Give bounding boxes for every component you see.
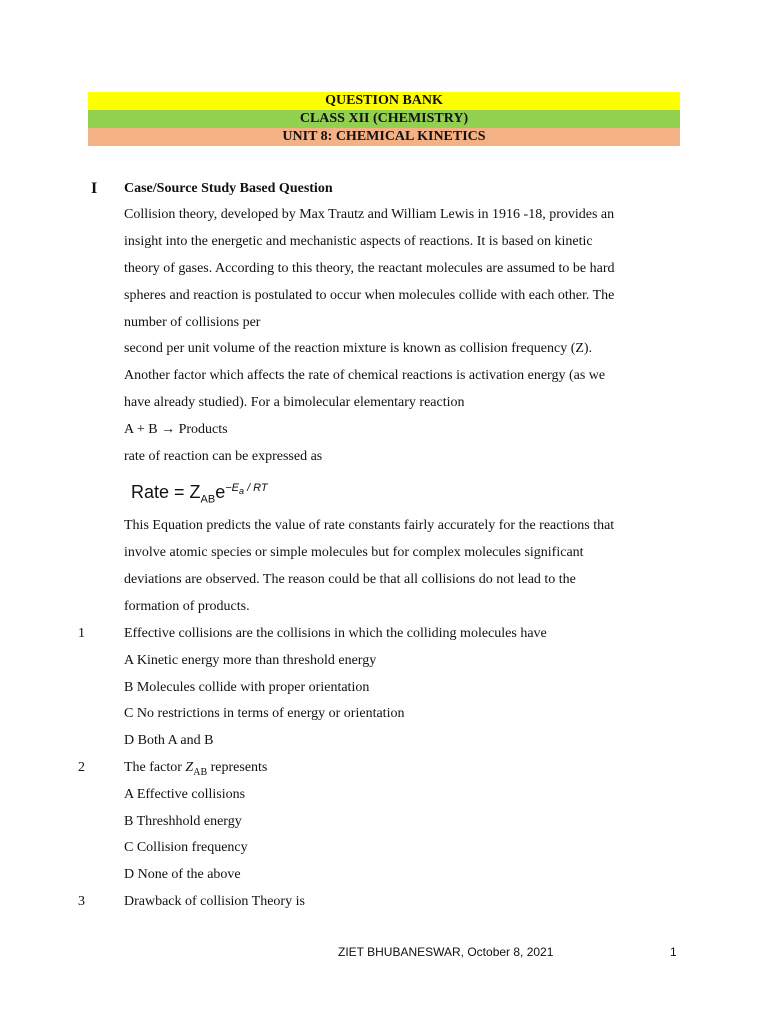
formula-exp-tail: / RT	[244, 482, 268, 494]
unit-banner: UNIT 8: CHEMICAL KINETICS	[88, 128, 680, 146]
paragraph-line: involve atomic species or simple molecules but for complex molecules significant	[124, 545, 584, 560]
rate-formula	[131, 482, 268, 506]
option: D None of the above	[124, 867, 241, 882]
formula-lhs: Rate = Z	[131, 482, 201, 502]
paragraph-line: This Equation predicts the value of rate constants fairly accurately for the reactions that	[124, 518, 615, 533]
question-text-after: represents	[207, 760, 268, 775]
paragraph-line: Collision theory, developed by Max Trautz and William Lewis in 1916 -18, provides an	[124, 207, 615, 222]
paragraph-line: formation of products.	[124, 599, 250, 614]
question-text: Drawback of collision Theory is	[124, 894, 305, 909]
question-text-z: Z	[185, 760, 194, 775]
section-title: Case/Source Study Based Question	[124, 181, 333, 196]
option: A Kinetic energy more than threshold energy	[124, 653, 377, 668]
footer-source: ZIET BHUBANESWAR, October 8, 2021	[338, 945, 554, 959]
option: B Molecules collide with proper orientation	[124, 680, 370, 695]
option: B Threshhold energy	[124, 814, 242, 829]
question-text-before: The factor	[124, 760, 186, 775]
option: C No restrictions in terms of energy or orientation	[124, 706, 405, 721]
page-number: 1	[670, 945, 677, 959]
formula-base: e	[215, 482, 226, 502]
question-text: Effective collisions are the collisions in which the colliding molecules have	[124, 626, 547, 641]
paragraph-line: insight into the energetic and mechanistic aspects of reactions. It is based on kinetic	[124, 234, 593, 249]
formula-exp: −E	[225, 482, 239, 494]
paragraph-line: rate of reaction can be expressed as	[124, 449, 323, 464]
option: C Collision frequency	[124, 840, 248, 855]
formula-sub: AB	[200, 493, 216, 506]
question-text-sub: AB	[193, 766, 208, 778]
formula-exp-sub: a	[239, 486, 245, 497]
title-banner: QUESTION BANK	[88, 92, 680, 110]
option: A Effective collisions	[124, 787, 246, 802]
paragraph-line: number of collisions per	[124, 315, 261, 330]
paragraph-line: have already studied). For a bimolecular elementary reaction	[124, 395, 465, 410]
paragraph-line: spheres and reaction is postulated to occur when molecules collide with each other. The	[124, 288, 615, 303]
class-banner: CLASS XII (CHEMISTRY)	[88, 110, 680, 128]
paragraph-line: theory of gases. According to this theory, the reactant molecules are assumed to be hard	[124, 261, 615, 276]
reaction-equation: A + B → Products	[124, 422, 228, 437]
paragraph-line: second per unit volume of the reaction mixture is known as collision frequency (Z).	[124, 341, 593, 356]
paragraph-line: deviations are observed. The reason could be that all collisions do not lead to the	[124, 572, 576, 587]
question-number: 1	[78, 626, 85, 641]
option: D Both A and B	[124, 733, 214, 748]
question-number: 3	[78, 894, 85, 909]
paragraph-line: Another factor which affects the rate of chemical reactions is activation energy (as we	[124, 368, 606, 383]
question-text	[124, 759, 267, 782]
section-number: I	[91, 180, 98, 197]
question-number: 2	[78, 760, 85, 775]
